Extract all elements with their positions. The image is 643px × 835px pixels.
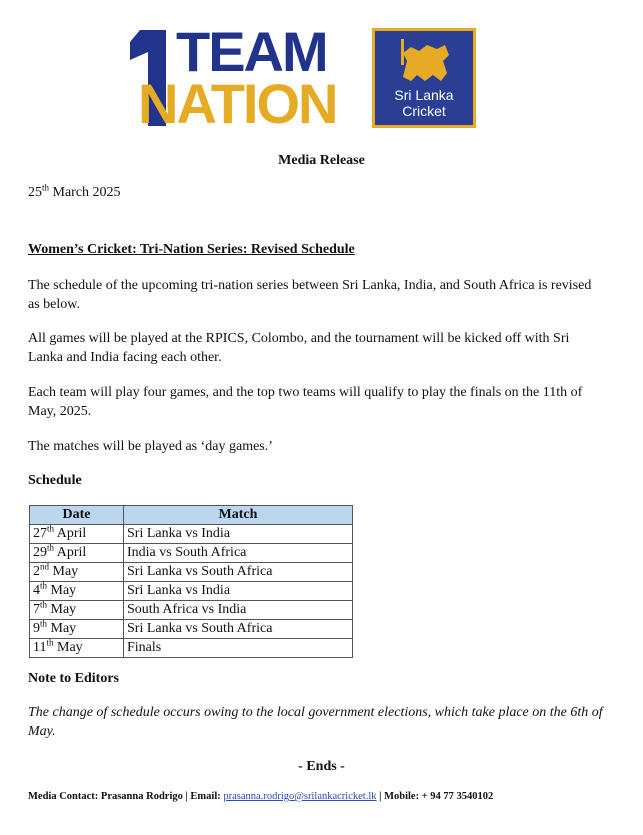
date-cell: 7th May — [30, 601, 124, 620]
match-cell: Sri Lanka vs South Africa — [124, 563, 353, 582]
paragraph-3: Each team will play four games, and the top two teams will qualify to play the finals on the 11th of May, 2025. — [28, 385, 583, 419]
contact-prefix: Media Contact: Prasanna Rodrigo | Email: — [28, 791, 224, 802]
match-cell: Finals — [124, 639, 353, 658]
media-contact-line — [28, 791, 493, 802]
media-release-heading: Media Release — [278, 153, 365, 168]
date-cell: 2nd May — [30, 563, 124, 582]
match-column-header: Match — [124, 506, 353, 525]
note-to-editors-heading: Note to Editors — [28, 671, 119, 686]
table-header-row — [30, 506, 353, 525]
paragraph-1: The schedule of the upcoming tri-nation series between Sri Lanka, India, and South Africa is revised as below. — [28, 278, 592, 312]
email-link[interactable]: prasanna.rodrigo@srilankacricket.lk — [223, 791, 377, 802]
table-row — [30, 620, 353, 639]
match-cell: Sri Lanka vs India — [124, 525, 353, 544]
badge-text-cricket: Cricket — [402, 103, 446, 119]
table-row — [30, 639, 353, 658]
table-row — [30, 582, 353, 601]
logo-team-text: TEAM — [176, 20, 327, 83]
date-cell: 27th April — [30, 525, 124, 544]
table-row — [30, 601, 353, 620]
contact-suffix: | Mobile: + 94 77 3540102 — [376, 791, 494, 802]
date-column-header: Date — [30, 506, 124, 525]
schedule-table — [29, 505, 353, 658]
release-title: Women’s Cricket: Tri-Nation Series: Revised Schedule — [28, 242, 355, 257]
sri-lanka-cricket-badge — [372, 28, 476, 128]
paragraph-4: The matches will be played as ‘day games.’ — [28, 439, 273, 454]
match-cell: India vs South Africa — [124, 544, 353, 563]
match-cell: South Africa vs India — [124, 601, 353, 620]
ends-marker: - Ends - — [298, 759, 345, 774]
date-cell: 9th May — [30, 620, 124, 639]
match-cell: Sri Lanka vs India — [124, 582, 353, 601]
logo-nation-text: NATION — [138, 72, 337, 135]
badge-text-sri-lanka: Sri Lanka — [394, 87, 454, 103]
match-cell: Sri Lanka vs South Africa — [124, 620, 353, 639]
release-date: 25th March 2025 — [28, 182, 121, 200]
team-nation-logo — [126, 20, 486, 135]
table-row — [30, 525, 353, 544]
schedule-heading: Schedule — [28, 473, 82, 488]
date-cell: 4th May — [30, 582, 124, 601]
table-row — [30, 563, 353, 582]
paragraph-2: All games will be played at the RPICS, Colombo, and the tournament will be kicked off with Sri Lanka and India facing each other. — [28, 331, 570, 365]
date-cell: 11th May — [30, 639, 124, 658]
date-cell: 29th April — [30, 544, 124, 563]
note-to-editors-text: The change of schedule occurs owing to the local government elections, which take place on the 6th of May. — [28, 705, 603, 739]
lion-icon — [397, 37, 455, 85]
table-row — [30, 544, 353, 563]
